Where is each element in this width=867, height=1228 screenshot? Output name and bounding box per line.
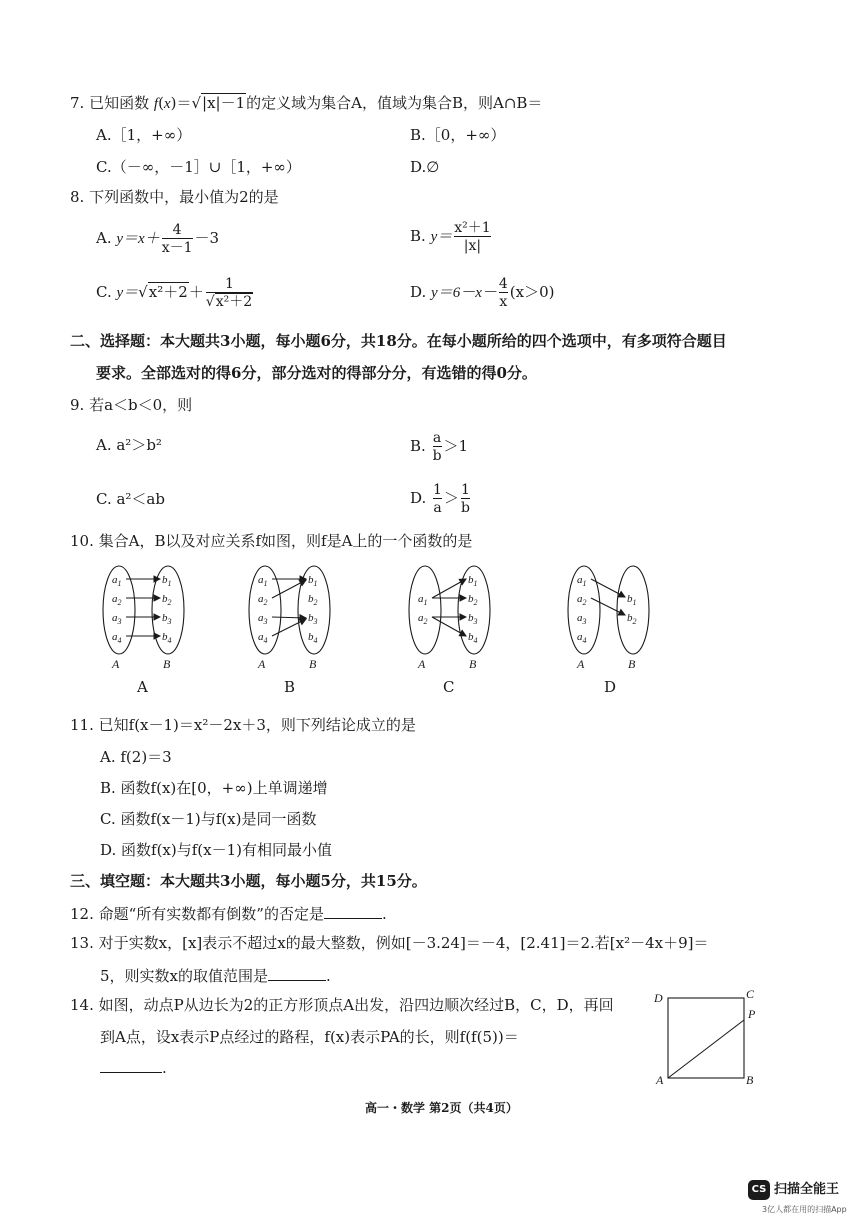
svg-text:A: A	[418, 657, 426, 671]
svg-text:b4: $b_4$	[162, 631, 172, 645]
camscanner-logo-icon: CS	[748, 1180, 770, 1200]
q8-option-c: C. y＝√x²＋2＋ $\frac{1}{\text{√x²＋2}}$	[96, 276, 253, 311]
q14-line-1: 14. 如图，动点P从边长为2的正方形顶点A出发，沿四边顺次经过B，C，D，再回	[70, 996, 614, 1014]
svg-text:a2: $a_2$	[258, 593, 268, 607]
section-2-title: 二、选择题：本大题共3小题，每小题6分，共18分。在每小题所给的四个选项中，有多项符合题目	[70, 332, 727, 350]
svg-text:a4: $a_4$	[577, 631, 587, 645]
svg-text:a1: $a_1$	[258, 574, 268, 588]
svg-text:B: B	[163, 657, 171, 671]
svg-text:a2: $a_2$	[112, 593, 122, 607]
q11-option-d: D. 函数f(x)与f(x－1)有相同最小值	[100, 841, 333, 859]
svg-text:B: B	[469, 657, 477, 671]
q7-option-a: A.［1，+∞）	[96, 126, 192, 144]
svg-text:B: B	[628, 657, 636, 671]
svg-text:b4: $b_4$	[308, 631, 318, 645]
svg-text:b2: $b_2$	[308, 593, 318, 607]
svg-text:b2: $b_2$	[627, 612, 637, 626]
q7-number: 7.	[70, 94, 85, 112]
q9-option-c: C. a²＜ab	[96, 490, 165, 508]
q10-option-b-label: B	[284, 678, 296, 696]
q9-option-b: B. $\frac{a}{b}$ ＞1	[410, 430, 469, 465]
svg-text:a3: $a_3$	[577, 612, 587, 626]
svg-text:b3: $b_3$	[468, 612, 478, 626]
q14-answer-blank[interactable]	[100, 1060, 162, 1073]
q11-option-a: A. f(2)＝3	[100, 748, 172, 766]
svg-text:a4: $a_4$	[112, 631, 122, 645]
q10-option-a-label: A	[137, 678, 148, 696]
q9-stem: 9. 若a＜b＜0，则	[70, 396, 193, 414]
q7-option-c: C.（－∞，－1］∪［1，+∞）	[96, 158, 301, 176]
svg-text:B: B	[309, 657, 317, 671]
svg-text:a3: $a_3$	[112, 612, 122, 626]
svg-text:b3: $b_3$	[308, 612, 318, 626]
svg-text:A: A	[112, 657, 120, 671]
q9-option-a: A. a²＞b²	[96, 436, 162, 454]
page-footer: 高一・数学 第2页（共4页）	[365, 1101, 518, 1115]
watermark-slogan: 3亿人都在用的扫描App	[762, 1205, 847, 1214]
svg-text:b2: $b_2$	[468, 593, 478, 607]
svg-text:A: A	[577, 657, 585, 671]
svg-text:a4: $a_4$	[258, 631, 268, 645]
q13-line-2: 5，则实数x的取值范围是 .	[100, 967, 331, 985]
svg-text:b1: $b_1$	[308, 574, 318, 588]
q10-stem: 10. 集合A，B以及对应关系f如图，则f是A上的一个函数的是	[70, 532, 473, 550]
svg-text:a1: $a_1$	[418, 593, 428, 607]
q13-line-1: 13. 对于实数x，[x]表示不超过x的最大整数，例如[－3.24]＝－4，[2.41]＝2.若[x²－4x＋9]＝	[70, 934, 709, 952]
q14-line-3: .	[100, 1060, 167, 1076]
q12-stem: 12. 命题“所有实数都有倒数”的否定是 .	[70, 905, 387, 923]
svg-text:B: B	[746, 1073, 754, 1087]
q13-answer-blank[interactable]	[268, 968, 326, 981]
svg-text:a2: $a_2$	[418, 612, 428, 626]
svg-text:D: D	[654, 991, 663, 1005]
q8-option-d: D. y＝6－x－ $\frac{4}{x}$ (x＞0)	[410, 276, 555, 311]
svg-text:a1: $a_1$	[577, 574, 587, 588]
svg-text:b4: $b_4$	[468, 631, 478, 645]
svg-text:b1: $b_1$	[627, 593, 637, 607]
q12-answer-blank[interactable]	[324, 906, 382, 919]
q14-line-2: 到A点，设x表示P点经过的路程，f(x)表示PA的长，则f(f(5))＝	[100, 1028, 519, 1046]
svg-text:a1: $a_1$	[112, 574, 122, 588]
section-2-desc: 要求。全部选对的得6分，部分选对的得部分分，有选错的得0分。	[96, 364, 537, 382]
section-3-title: 三、填空题：本大题共3小题，每小题5分，共15分。	[70, 872, 427, 890]
q7-option-d: D.∅	[410, 158, 440, 176]
q8-stem: 8. 下列函数中，最小值为2的是	[70, 188, 279, 206]
svg-text:b1: $b_1$	[162, 574, 172, 588]
q10-mapping-diagrams	[0, 560, 867, 680]
svg-text:A: A	[656, 1073, 664, 1087]
q8-option-b: B. y＝ $\frac{\text{x²＋1}}{|x|}$	[410, 220, 491, 255]
svg-text:P: P	[748, 1007, 756, 1021]
q10-option-d-label: D	[604, 678, 617, 696]
svg-text:b3: $b_3$	[162, 612, 172, 626]
q11-option-c: C. 函数f(x－1)与f(x)是同一函数	[100, 810, 317, 828]
q11-option-b: B. 函数f(x)在[0，+∞)上单调递增	[100, 779, 328, 797]
svg-text:C: C	[746, 988, 755, 1001]
sqrt-sign: √	[191, 94, 202, 112]
q14-square-diagram	[648, 988, 768, 1088]
svg-text:A: A	[258, 657, 266, 671]
q7-option-b: B.［0，+∞）	[410, 126, 506, 144]
svg-text:a2: $a_2$	[577, 593, 587, 607]
q7-stem: 7. 已知函数 f(x)＝√|x|－1的定义域为集合A，值域为集合B，则A∩B＝	[70, 94, 543, 112]
q8-option-a: A. y＝x＋ $\frac{4}{x-1}$ －3	[96, 222, 220, 257]
svg-text:b1: $b_1$	[468, 574, 478, 588]
q11-stem: 11. 已知f(x－1)＝x²－2x＋3，则下列结论成立的是	[70, 716, 416, 734]
q9-option-d: D. $\frac{1}{a}$ ＞ $\frac{1}{b}$	[410, 482, 470, 517]
watermark-name: 扫描全能王	[774, 1182, 840, 1197]
q10-option-c-label: C	[443, 678, 455, 696]
svg-text:b2: $b_2$	[162, 593, 172, 607]
svg-text:a3: $a_3$	[258, 612, 268, 626]
